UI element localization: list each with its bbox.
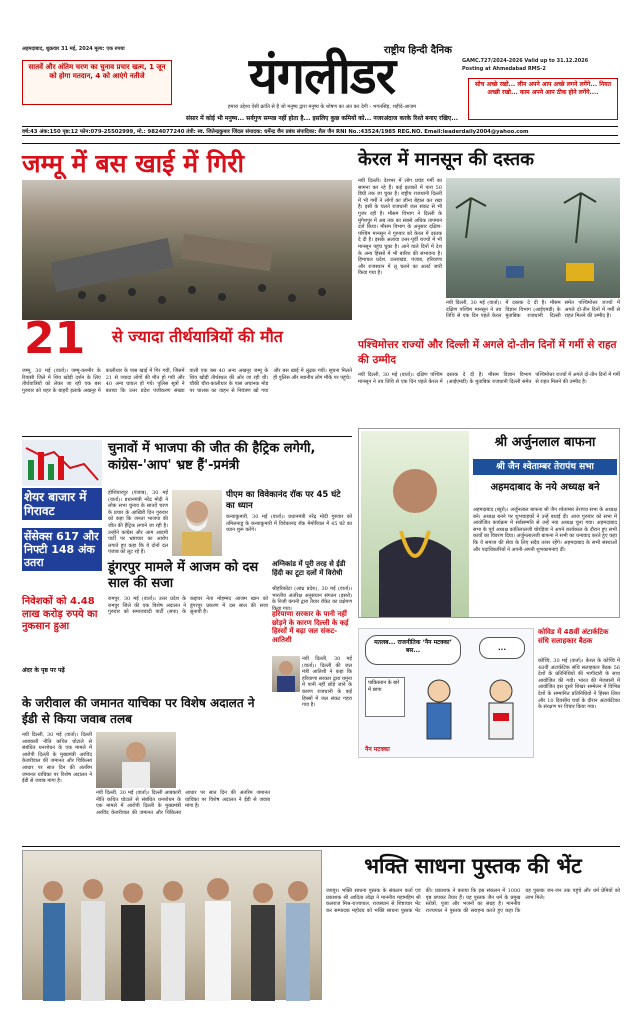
story-fire-headline: अग्निकांड में पूरी तरह से ईडी हिंदी का टूटा दलों में विरोधी [272, 560, 346, 577]
story-vivekananda-body: कन्याकुमारी, 30 मई (वार्ता)। प्रधानमंत्री नरेंद्र मोदी गुरुवार को तमिलनाडु के कन्याकुमारी में विवेकानंद रॉक मेमोरियल में 45 घंटे का ध्यान शुरू करेंगे। [226, 514, 352, 534]
story-modi-body: होशियारपुर (पंजाब), 30 मई (वार्ता)। प्रधानमंत्री नरेंद्र मोदी ने लोक सभा चुनाव के सातवें चरण के प्रचार के आखिरी दिन गुरुवार को कहा कि जनता भाजपा की जीत की हैट्रिक लगाने जा रही है। उन्होंने कांग्रेस और आम आदमी पार्टी पर भ्रष्टाचार का आरोप लगाते हुए कहा कि ये दोनों दल पंजाब को लूट रहे हैं। [108, 490, 168, 556]
story-kerala-continue: नयी दिल्ली, 30 मई (वार्ता)। दक्षिण पश्चिम मानसून ने तय तिथि से एक दिन पहले केरल में दस्तक दे दी है। मौसम विज्ञान विभाग (आईएमडी) के मुताबिक राजधानी दिल्ली समेत पश्चिमोत्तर राज्यों में अगले दो-तीन दिनों में गर्मी से राहत मिलने की उम्मीद है। [446, 300, 620, 320]
dateline: अहमदाबाद, शुक्रवार 31 मई, 2024 मूल्य: एक रुपया [22, 46, 125, 52]
bafna-name: श्री अर्जुनलाल बाफना [494, 435, 596, 450]
story-azam-headline: डूंगरपुर मामले में आजम को दस साल की सजा [108, 560, 259, 591]
bafna-org: श्री जैन श्वेताम्बर तेरापंथ सभा [473, 459, 617, 475]
market-jump: अंदर के पृष्ठ पर पढ़ें [22, 667, 65, 674]
story-haryana [272, 610, 352, 756]
cartoon-figures [409, 669, 535, 757]
tagline-top: राष्ट्रीय हिन्दी दैनिक [384, 45, 452, 56]
story-antarctic [538, 628, 620, 846]
story-jammu-bus [22, 146, 352, 416]
bafna-body: अहमदाबाद (ब्यूरो)। अर्जुनलाल बाफना श्री जैन श्वेताम्बर तेरापंथ सभा के अध्यक्ष बने। अध्यक्ष बनने पर शुभचाहकों ने उन्हें बधाई दी। आज गुरुवार को सभा में आयोजित कार्यक्रम में सर्वसम्मति से उन्हें नया अध्यक्ष चुना गया। अहमदाबाद सभा के पूर्व अध्यक्ष कांतिलालजी चोरड़िया ने अपने कार्यकाल के दौरान हुए सभी कार्यों का विवरण दिया। अर्जुनलालजी बाफना ने सभी का धन्यवाद करते हुए कहा कि वे समाज की सेवा के लिए सदैव तत्पर रहेंगे। अहमदाबाद के सभी संस्थाओं और पदाधिकारियों ने अपनी-अपनी शुभकामनाएं दीं। [473, 507, 617, 553]
story-jammu-headline [22, 146, 352, 182]
atishi-photo [272, 656, 300, 692]
story-kejriwal [22, 696, 270, 846]
story-modi [108, 440, 352, 560]
story-antarctic-body: कोच्चि, 30 मई (वार्ता)। केरल के कोच्चि में 48वीं अंटार्कटिक संधि सलाहकार बैठक 56 देशों के प्रतिनिधियों की भागीदारी के साथ आयोजित की गयी। भारत की मेजबानी में आयोजित इस दूसरे शिखर सम्मेलन में विभिन्न देशों के सम्मानित प्रतिनिधियों ने हिस्सा लिया और 10 दिवसीय चर्चा के दौरान अंटार्कटिका के संरक्षण पर विचार किया गया। [538, 658, 620, 711]
story-jammu-body: जम्मू, 30 मई (वार्ता)। जम्मू-कश्मीर के रियासी जिले में शिव खोड़ी दर्शन के लिए तीर्थयात्रियों को लेकर जा रही एक बस गुरुवार को शहर के बाहरी इलाके अखनूर में कालीधार के पास खाई में गिर गयी, जिसमें 21 से ज्यादा लोगों की मौत हो गयी और 40 अन्य घायल हो गये। पुलिस सूत्रों ने बताया कि उत्तर प्रदेश पंजीकरण संख्या वाली एक बस 40 अन्य अखनूर जम्मू के शिव खोड़ी तीर्थस्थल की ओर जा रही थी। चौकी चौरा-कालीधार के पास अचानक मोड़ पर चालक का वाहन से नियंत्रण खो गया और बस खाई में लुढ़क गयी। सूचना मिलते ही पुलिस और स्थानीय लोग मौके पर पहुंचे। [22, 368, 352, 394]
monsoon-illustration [446, 178, 620, 298]
monsoon-photo [446, 178, 620, 298]
cartoon-bubble-right [479, 637, 525, 659]
group-photo [22, 850, 322, 1000]
story-share-market [22, 440, 102, 692]
kejriwal-portrait [96, 732, 176, 788]
modi-portrait [172, 490, 222, 556]
death-count: 21 [24, 313, 86, 364]
group-photo-people [23, 851, 323, 1001]
story-haryana-body: नयी दिल्ली, 30 मई (वार्ता)। दिल्ली की जल मंत्री आतिशी ने कहा कि हरियाणा सरकार द्वारा यमुना में पानी नहीं छोड़े जाने के कारण राजधानी के कई हिस्सों में जल संकट गहरा गया है। [302, 656, 352, 709]
story-haryana-headline: हरियाणा सरकार के पानी नहीं छोड़ने के कारण दिल्ली के कई हिस्सों में बढ़ा जल संकट-आतिशी [272, 610, 349, 644]
newspaper-logo: यंगलीडर [248, 47, 396, 105]
story-kejriwal-body: नयी दिल्ली, 30 मई (वार्ता)। दिल्ली आबकारी नीति कथित घोटाले से संबंधित धनशोधन के एक मामले में आरोपी दिल्ली के मुख्यमंत्री अरविंद केजरीवाल की जमानत और चिकित्सा आधार पर सात दिन की अंतरिम जमानत याचिका पर विशेष अदालत ने ईडी से जवाब मांगा है। [22, 732, 92, 785]
divider-top [22, 143, 620, 144]
story-book [326, 850, 620, 1002]
motto: हमारा उद्देश्य ऐसी क्रांति से है जो मनुष्य द्वारा मनुष्य के शोषण का अंत कर देगी - भगतसिंह, शहीदे-आजम [227, 104, 417, 110]
divider-mid [22, 436, 352, 437]
market-head1: शेयर बाजार में गिरावट [22, 488, 102, 520]
bafna-role: अहमदाबाद के नये अध्यक्ष बने [490, 482, 600, 493]
left-promo-text: सातवें और अंतिम चरण का चुनाव प्रचार खत्म, 1 जून को होगा मतदान, 4 को आएंगे नतीजे [28, 63, 166, 80]
story-heat-body: नयी दिल्ली, 30 मई (वार्ता)। दक्षिण पश्चिम मानसून ने तय तिथि से एक दिन पहले केरल में दस्तक दे दी है। मौसम विज्ञान विभाग (आईएमडी) के मुताबिक राजधानी दिल्ली समेत पश्चिमोत्तर राज्यों में अगले दो-तीन दिनों में गर्मी से राहत मिलने की उम्मीद है। [358, 372, 620, 385]
story-kerala-monsoon [358, 146, 620, 336]
right-quote-text: सोच अच्छे रखो... लीन अपने आप अच्छे लगने लगेंगे... नियत अच्छी रखो... काम अपने आप ठीक होने लगेंगे.... [474, 81, 611, 96]
info-bar: वर्ष:43 अंक:150 पृष्ठ:12 फोन:079-25502999, मो.: 9824077240 तंत्री: स्व. जितेन्द्रकुमार जिंदल संपादक: धर्मेन्द्र जैन प्रबंध संपादिका: शैल जैन RNI No.:43524/1985 REG.NO. Email:leaderdaily2004@yahoo.com [22, 126, 618, 136]
modi-photo [172, 490, 222, 556]
bus-accident-photo [22, 180, 352, 320]
bafna-photo [361, 431, 469, 617]
posting-info: Posting at Ahmedabad RMS-2 [462, 66, 546, 72]
bafna-portrait [361, 431, 469, 617]
divider-bottom [22, 846, 620, 847]
story-heat-relief [358, 336, 620, 416]
bus-accident-illustration [22, 180, 352, 320]
story-fire-body: श्रीहरिकोटा (आंध्र प्रदेश), 30 मई (वार्ता)। भारतीय अंतरिक्ष अनुसंधान संगठन (इसरो) के निजी कंपनी द्वारा तैयार रॉकेट का प्रक्षेपण किया गया। [272, 586, 352, 612]
cartoon-bubble-left-text: मतलब... राजनीतिक ‘नैन मटक्का’ बस... [374, 639, 452, 654]
market-chart-graphic [22, 440, 102, 486]
atishi-portrait [272, 656, 300, 692]
story-heat-headline: पश्चिमोत्तर राज्यों और दिल्ली में अगले दो-तीन दिनों में गर्मी से राहत की उम्मीद [358, 339, 617, 366]
story-kejriwal-headline: के जरीवाल की जमानत याचिका पर विशेष अदालत ने ईडी से किया जवाब तलब [22, 696, 255, 726]
cartoon-poster [365, 677, 405, 717]
story-fire [272, 560, 352, 612]
cartoon-bubble-right-text: ... [498, 644, 506, 652]
story-book-body: जयपुर। भक्ति साधना पुस्तक के संकलन कर्ता एवं प्रकाशक श्री आदित्य लोढ़ा ने माननीय महामहिम श्री कलराज मिश्र-राज्यपाल, राजस्थान से शिष्टाचार भेंट कर सम्पादक महोदय को भक्ति साधना पुस्तक भेंट की। प्रकाशक ने बताया कि इस संकलन में 1000 पृष्ठ छपकर तैयार हैं। यह पुस्तक जैन धर्म के प्रमुख स्तोत्रों, पूजा और भजनों का संग्रह है। माननीय राज्यपाल ने पुस्तक की सराहना करते हुए कहा कि यह पुस्तक जन-जन तक पहुंचे और धर्म प्रेमियों को लाभ मिले। [326, 888, 620, 914]
story-bafna [358, 428, 620, 618]
story-vivekananda-headline: पीएम का विवेकानंद रॉक पर 45 घंटे का ध्यान [226, 490, 341, 511]
cartoon-poster-text: पाकिस्तान के बारे में छापा [368, 680, 400, 693]
kejriwal-photo [96, 732, 176, 788]
story-modi-headline: चुनावों में भाजपा की जीत की हैट्रिक लगेगी, कांग्रेस-'आप' भ्रष्ट हैं'-प्रमंत्री [108, 441, 316, 473]
market-down-icon [22, 440, 102, 486]
masthead [22, 42, 618, 142]
story-kerala-headline: केरल में मानसून की दस्तक [358, 149, 534, 170]
registration-number: GAMC.727/2024-2026 Valid up to 31.12.2026 [462, 58, 589, 64]
cartoon-caption: नैन मटक्का [365, 746, 390, 753]
cartoon [358, 628, 534, 758]
story-azam [108, 560, 268, 670]
story-book-headline: भक्ति साधना पुस्तक की भेंट [364, 854, 582, 878]
story-kerala-body: नयी दिल्ली। देशभर में लोग प्रचंड गर्मी का सामना कर रहे हैं। कई इलाकों में पारा 50 डिग्री तक जा चुका है। राष्ट्रीय राजधानी दिल्ली में भी गर्मी ने लोगों का जीना बेहाल कर रखा है। इसी के चलते राजधानी जल संकट से भी गुजर रही है। मौसम विभाग ने दिल्ली के मुंगेशपुर में अब तक का सबसे अधिक तापमान दर्ज किया। मौसम विभाग के अनुसार दक्षिण-पश्चिम मानसून ने गुरुवार को केरल में दस्तक दे दी है। इसके अलावा उत्तर-पूर्वी राज्यों में भी मानसून पहुंच चुका है। आने वाले दिनों में देश के अन्य हिस्सों में भी बारिश की संभावना है। हिमाचल प्रदेश, उत्तराखंड, पंजाब, हरियाणा और राजस्थान में लू चलने का अलर्ट जारी किया गया है। [358, 178, 442, 277]
death-count-subhead: से ज्यादा तीर्थयात्रियों की मौत [112, 327, 283, 346]
story-azam-body: रामपुर, 30 मई (वार्ता)। उत्तर प्रदेश के रामपुर जिले की एक विशेष अदालत ने गुरुवार को समाजवादी पार्टी (सपा) के कद्दावर नेता मोहम्मद आजम खान को डूंगरपुर प्रकरण में दस साल की सजा सुनायी है। [108, 596, 268, 616]
story-antarctic-headline: कोविड में 48वीं अंटार्कटिक संधि सलाहकार बैठक [538, 628, 609, 645]
story-jammu-headline-text: जम्मू में बस खाई में गिरी [22, 149, 245, 178]
slogan: संसार में कोई भी मनुष्य... सर्वगुण सम्पन्न नहीं होता है... इसलिए कुछ कमियों को... नजरअंदाज करके रिश्ते बनाए रखिए... [185, 115, 459, 122]
left-promo-box [22, 60, 172, 105]
story-kejriwal-continue: नयी दिल्ली, 30 मई (वार्ता)। दिल्ली आबकारी नीति कथित घोटाले से संबंधित धनशोधन के एक मामले में आरोपी दिल्ली के मुख्यमंत्री अरविंद केजरीवाल की जमानत और चिकित्सा आधार पर सात दिन की अंतरिम जमानत याचिका पर विशेष अदालत ने ईडी से जवाब मांगा है। [96, 790, 270, 816]
market-head3: निवेशकों को 4.48 लाख करोड़ रुपये का नुकसान हुआ [22, 596, 98, 632]
market-head2: सेंसेक्स 617 और निफ्टी 148 अंक उतरा [22, 528, 102, 571]
cartoon-bubble-left [365, 635, 461, 665]
